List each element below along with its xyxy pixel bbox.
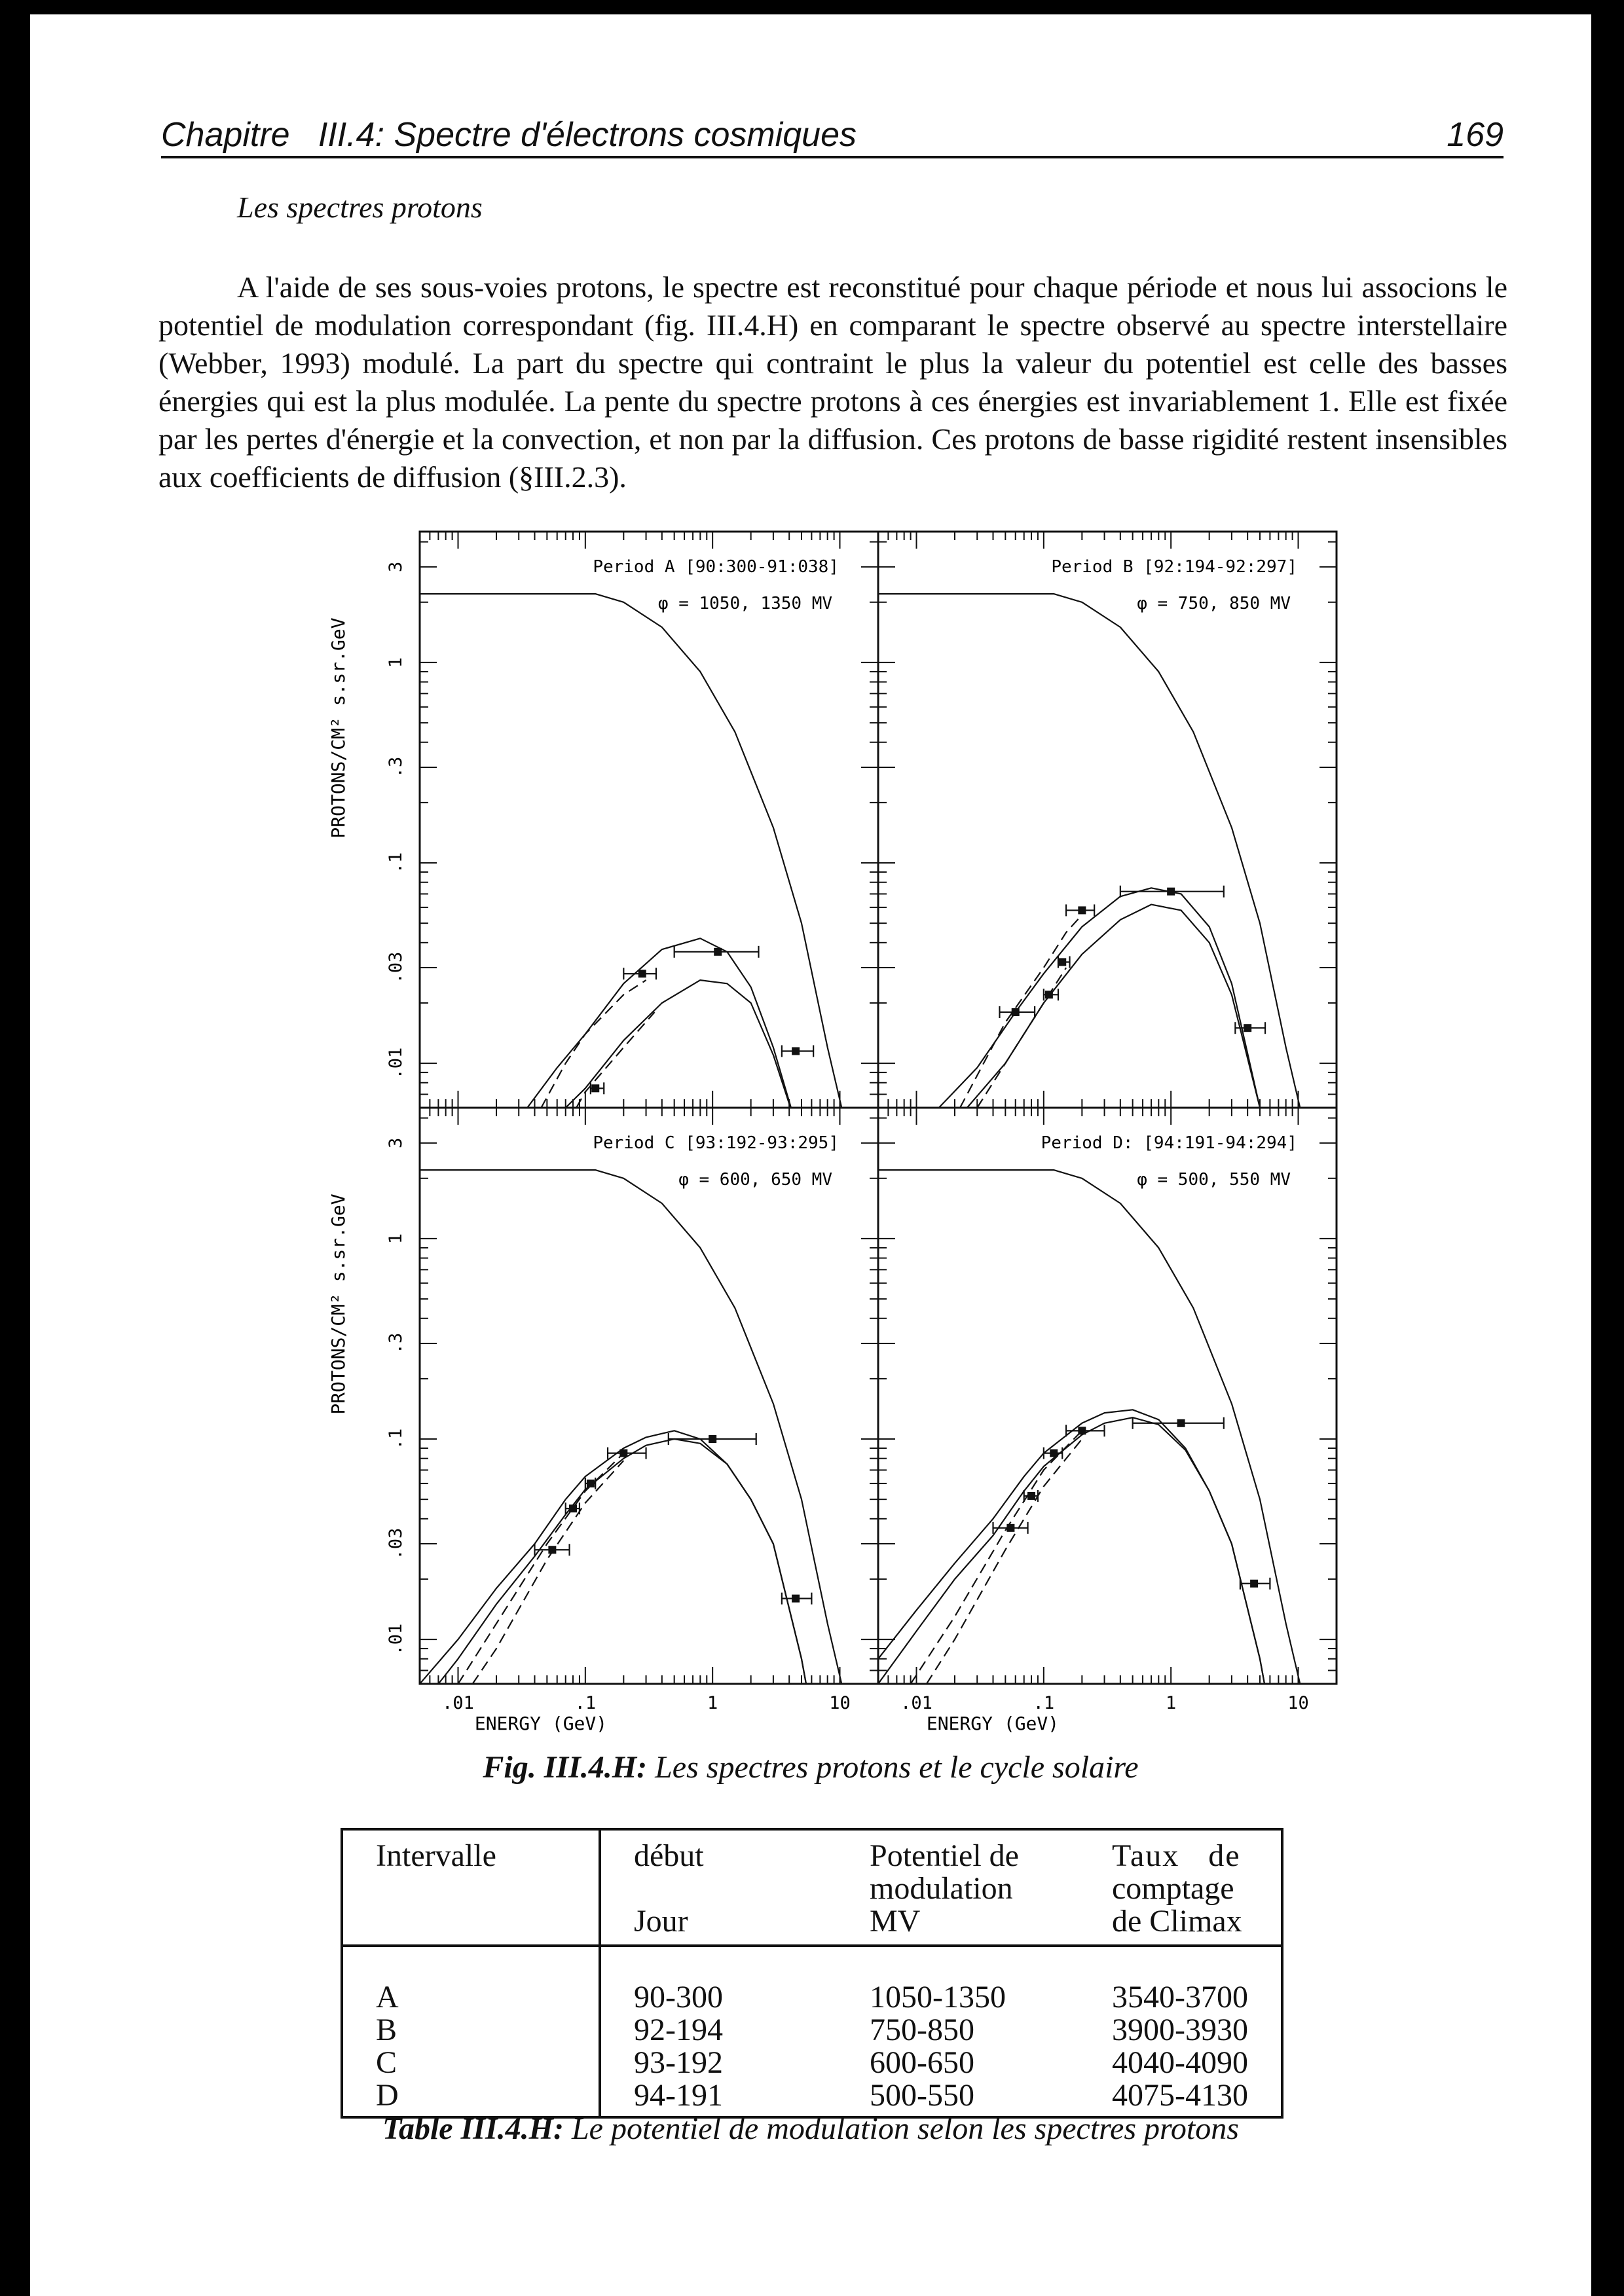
y-axis-label-bottom: PROTONS/CM² s.sr.GeV bbox=[327, 1194, 349, 1415]
point-marker bbox=[1045, 991, 1053, 998]
model-curve bbox=[878, 594, 1308, 1143]
data-point bbox=[1058, 956, 1070, 968]
y-tick-label: .01 bbox=[386, 1047, 406, 1080]
y-tick-label: .3 bbox=[386, 1332, 406, 1355]
chart-panel-2 bbox=[878, 532, 1337, 1184]
data-point bbox=[1120, 886, 1224, 898]
cell-intervalle: B bbox=[342, 2014, 600, 2047]
y-tick-label: .3 bbox=[386, 756, 406, 778]
data-point bbox=[1066, 904, 1094, 916]
chart-panel-4 bbox=[878, 1108, 1337, 1743]
header-intervalle bbox=[342, 1829, 600, 1946]
model-curve bbox=[420, 1170, 850, 1719]
body-paragraph: A l'aide de ses sous-voies protons, le spectre est reconstitué pour chaque période et nous lui associons le potentiel de modulation correspondant (fig. III.4.H) en comparant le spectre observé au spectre interstellaire (Webber, 1993) modulé. La part du spectre qui contraint le plus la valeur du potentiel est celle des basses énergies qui est la plus modulée. La pente du spectre protons à ces énergies est invariablement 1. Elle est fixée par les pertes d'énergie et la convection, et non par la diffusion. Ces protons de basse rigidité restent insensibles aux coefficients de diffusion (§III.2.3). bbox=[158, 270, 1507, 494]
table-row bbox=[342, 2014, 1282, 2047]
x-tick-label: .1 bbox=[1033, 1693, 1055, 1713]
x-tick-label: 1 bbox=[707, 1693, 718, 1713]
cell-taux: 3900-3930 bbox=[1112, 2013, 1248, 2047]
page-number: 169 bbox=[1447, 116, 1504, 154]
data-point bbox=[999, 1006, 1035, 1018]
panel-title: Period D: [94:191-94:294] bbox=[1041, 1133, 1297, 1153]
y-tick-label: .03 bbox=[386, 951, 406, 984]
panel-title: Period A [90:300-91:038] bbox=[593, 557, 839, 577]
x-tick-label: .01 bbox=[900, 1693, 932, 1713]
running-header bbox=[161, 113, 1504, 158]
data-point bbox=[1133, 1417, 1224, 1429]
point-marker bbox=[1012, 1008, 1020, 1016]
panel-title: Period C [93:192-93:295] bbox=[593, 1133, 839, 1153]
chapter-title: Chapitre III.4: Spectre d'électrons cosmiques bbox=[161, 116, 857, 154]
proton-spectra-figure bbox=[279, 512, 1340, 1743]
cell-intervalle: C bbox=[342, 2047, 600, 2079]
section-title: Les spectres protons bbox=[237, 191, 483, 224]
dashed-curve bbox=[960, 915, 1082, 1108]
table-row bbox=[342, 2047, 1282, 2079]
model-curve bbox=[420, 594, 850, 1143]
x-axis-label-left: ENERGY (GeV) bbox=[474, 1713, 608, 1734]
y-tick-label: .1 bbox=[386, 852, 406, 874]
header-debut bbox=[600, 1829, 857, 1946]
model-curve bbox=[438, 1439, 820, 1743]
cell-debut: 90-300 bbox=[634, 1980, 723, 2014]
curves-group bbox=[420, 1170, 850, 1743]
dashed-curve bbox=[576, 1012, 655, 1108]
header-line: Taux de bbox=[1112, 1838, 1241, 1873]
cell-taux: 3540-3700 bbox=[1112, 1980, 1248, 2014]
cell-debut: 92-194 bbox=[634, 2013, 723, 2047]
header-line: Jour bbox=[634, 1904, 688, 1939]
point-marker bbox=[1058, 958, 1066, 966]
point-marker bbox=[548, 1129, 556, 1137]
data-point bbox=[532, 1127, 569, 1139]
table-caption-label: Table III.4.H: bbox=[382, 2111, 564, 2146]
y-tick-label: 1 bbox=[386, 1233, 406, 1245]
data-point bbox=[566, 1149, 585, 1161]
data-point bbox=[669, 1433, 756, 1445]
header-line: MV bbox=[870, 1904, 921, 1939]
panel-title: Period B [92:194-92:297] bbox=[1051, 557, 1297, 577]
header-potentiel bbox=[857, 1829, 1099, 1946]
point-marker bbox=[792, 1595, 800, 1603]
header-line: Potentiel de bbox=[870, 1838, 1019, 1873]
cell-intervalle: D bbox=[342, 2079, 600, 2117]
point-marker bbox=[619, 1449, 627, 1457]
data-point bbox=[993, 1522, 1028, 1534]
cell-taux: 4040-4090 bbox=[1112, 2045, 1248, 2080]
point-marker bbox=[569, 1504, 577, 1512]
y-tick-label: 3 bbox=[386, 1137, 406, 1149]
header-line: début bbox=[634, 1838, 704, 1873]
x-tick-label: 10 bbox=[829, 1693, 851, 1713]
cell-intervalle: A bbox=[342, 1946, 600, 2014]
chart-panel-1 bbox=[386, 532, 878, 1184]
data-point bbox=[1044, 1448, 1062, 1459]
data-point bbox=[674, 946, 759, 958]
panel-subtitle: φ = 500, 550 MV bbox=[1137, 1170, 1291, 1190]
y-tick-label: .1 bbox=[386, 1428, 406, 1450]
header-line: comptage bbox=[1112, 1871, 1234, 1906]
y-tick-label: 3 bbox=[386, 561, 406, 573]
cell-debut: 94-191 bbox=[634, 2078, 723, 2113]
panel-subtitle: φ = 750, 850 MV bbox=[1137, 594, 1291, 613]
table-header-row bbox=[342, 1829, 1282, 1946]
point-marker bbox=[792, 1048, 800, 1055]
point-marker bbox=[587, 1480, 595, 1487]
point-marker bbox=[714, 948, 722, 956]
header-line-blank bbox=[634, 1872, 843, 1905]
point-marker bbox=[1078, 906, 1086, 914]
figure-caption-label: Fig. III.4.H: bbox=[483, 1750, 648, 1785]
table-caption bbox=[30, 2111, 1591, 2147]
header-line: Intervalle bbox=[376, 1838, 496, 1873]
dashed-curve bbox=[911, 1430, 1082, 1684]
cell-potentiel: 750-850 bbox=[870, 2013, 974, 2047]
modulation-table bbox=[341, 1828, 1283, 2119]
curves-group bbox=[878, 594, 1308, 1184]
panel-subtitle: φ = 600, 650 MV bbox=[678, 1170, 832, 1190]
point-marker bbox=[1006, 1524, 1014, 1532]
point-marker bbox=[1027, 1492, 1035, 1500]
point-marker bbox=[1167, 888, 1175, 896]
table-row bbox=[342, 1946, 1282, 2014]
y-axis-label-top: PROTONS/CM² s.sr.GeV bbox=[327, 617, 349, 839]
cell-taux: 4075-4130 bbox=[1112, 2078, 1248, 2113]
cell-potentiel: 600-650 bbox=[870, 2045, 974, 2080]
cell-debut: 93-192 bbox=[634, 2045, 723, 2080]
figure-caption-text: Les spectres protons et le cycle solaire bbox=[647, 1750, 1139, 1785]
point-marker bbox=[1078, 1427, 1086, 1434]
header-taux bbox=[1099, 1829, 1282, 1946]
point-marker bbox=[709, 1435, 716, 1443]
model-curve bbox=[878, 1410, 1278, 1743]
point-marker bbox=[1244, 1024, 1251, 1032]
cell-potentiel: 1050-1350 bbox=[870, 1980, 1006, 2014]
header-line: de Climax bbox=[1112, 1904, 1242, 1939]
dashed-curve bbox=[473, 1461, 624, 1684]
point-marker bbox=[591, 1084, 599, 1092]
document-sheet bbox=[30, 14, 1591, 2296]
header-line: modulation bbox=[870, 1871, 1013, 1906]
x-tick-label: 10 bbox=[1287, 1693, 1309, 1713]
model-curve bbox=[420, 1430, 820, 1743]
point-marker bbox=[1050, 1449, 1058, 1457]
dashed-curve bbox=[977, 968, 1066, 1108]
x-axis-label-right: ENERGY (GeV) bbox=[926, 1713, 1060, 1734]
point-marker bbox=[548, 1546, 556, 1554]
point-marker bbox=[1177, 1419, 1185, 1427]
dashed-curve bbox=[927, 1439, 1082, 1684]
y-tick-label: .03 bbox=[386, 1527, 406, 1560]
curves-group bbox=[420, 594, 850, 1184]
x-tick-label: 1 bbox=[1166, 1693, 1177, 1713]
data-point bbox=[782, 1046, 813, 1057]
model-curve bbox=[878, 1170, 1308, 1719]
data-point bbox=[1240, 1578, 1270, 1590]
y-tick-label: .01 bbox=[386, 1623, 406, 1656]
data-point bbox=[591, 1082, 604, 1094]
x-tick-label: .1 bbox=[574, 1693, 597, 1713]
data-point bbox=[1235, 1022, 1265, 1034]
panel-subtitle: φ = 1050, 1350 MV bbox=[657, 594, 832, 613]
figure-caption bbox=[30, 1749, 1591, 1785]
point-marker bbox=[638, 970, 646, 977]
point-marker bbox=[1250, 1580, 1258, 1588]
cell-potentiel: 500-550 bbox=[870, 2078, 974, 2113]
x-tick-label: .01 bbox=[442, 1693, 474, 1713]
y-tick-label: 1 bbox=[386, 657, 406, 668]
model-curve bbox=[878, 1417, 1278, 1743]
table-caption-text: Le potentiel de modulation selon les spectres protons bbox=[563, 2111, 1239, 2146]
curves-group bbox=[878, 1170, 1308, 1743]
chart-panel-3 bbox=[386, 1108, 878, 1743]
point-marker bbox=[572, 1151, 580, 1159]
